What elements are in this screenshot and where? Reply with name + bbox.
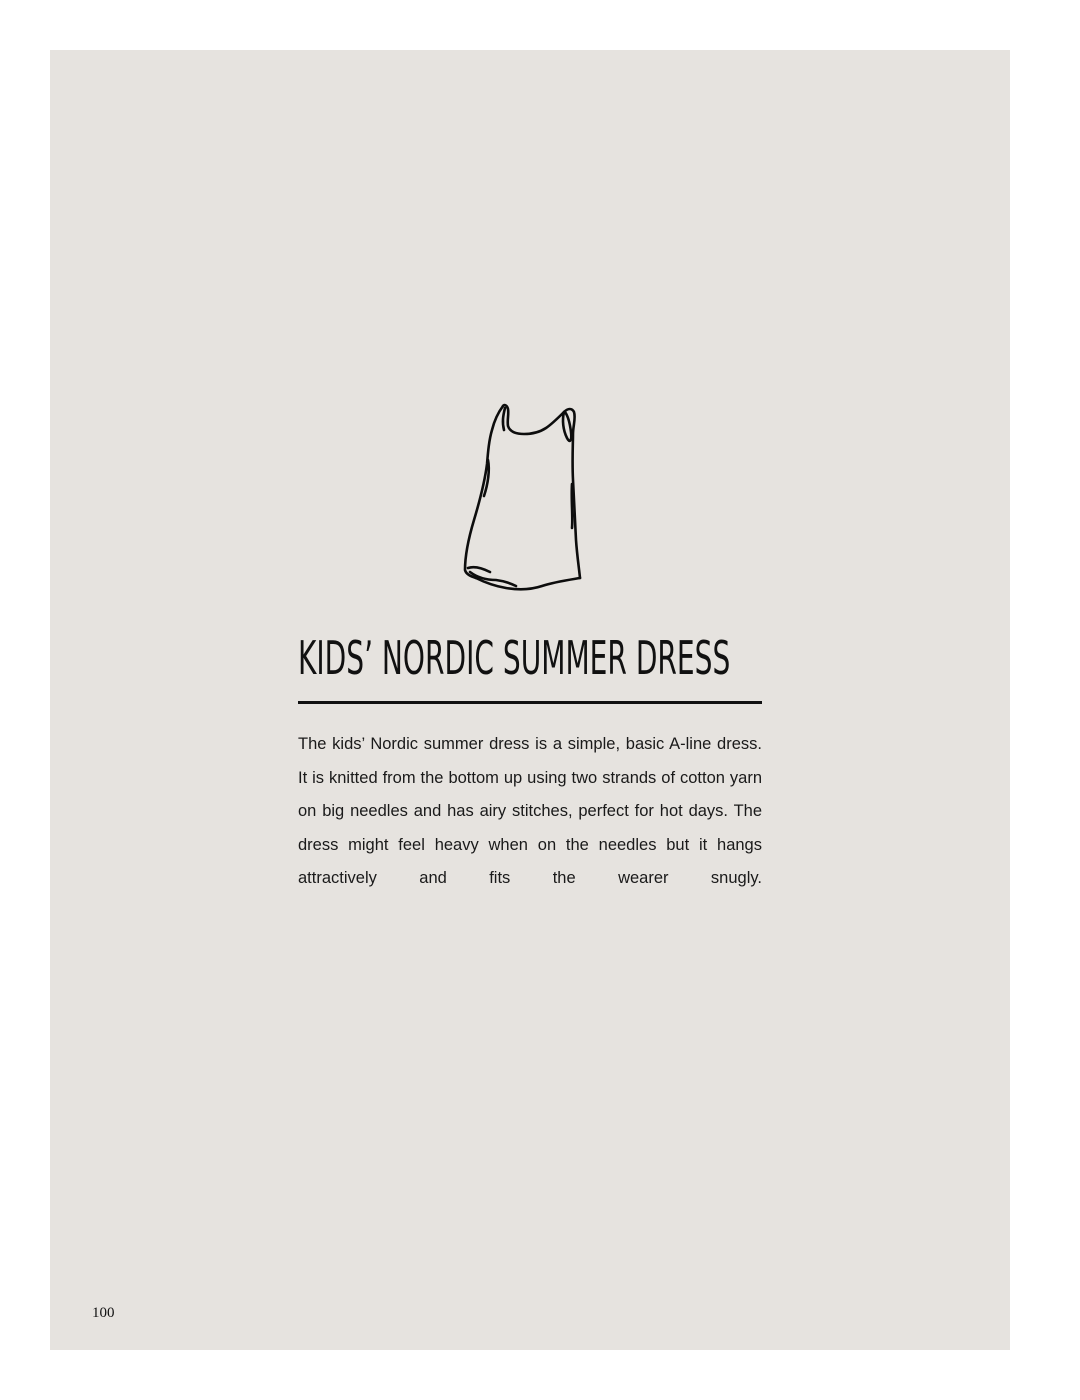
intro-paragraph: The kids’ Nordic summer dress is a simple, basic A-line dress. It is knitted from the bottom up using two strands of cotton yarn on big needles and has airy stitches, perfect for hot days. The dress might feel heavy when on the needles but it hangs attractively and fits the wearer snugly. [298, 735, 762, 887]
page-title: KIDS’ NORDIC SUMMER DRESS [298, 631, 731, 685]
title-divider [298, 701, 762, 704]
page-panel [50, 50, 1010, 1350]
dress-sketch-icon [460, 400, 586, 596]
page-number: 100 [92, 1305, 115, 1321]
